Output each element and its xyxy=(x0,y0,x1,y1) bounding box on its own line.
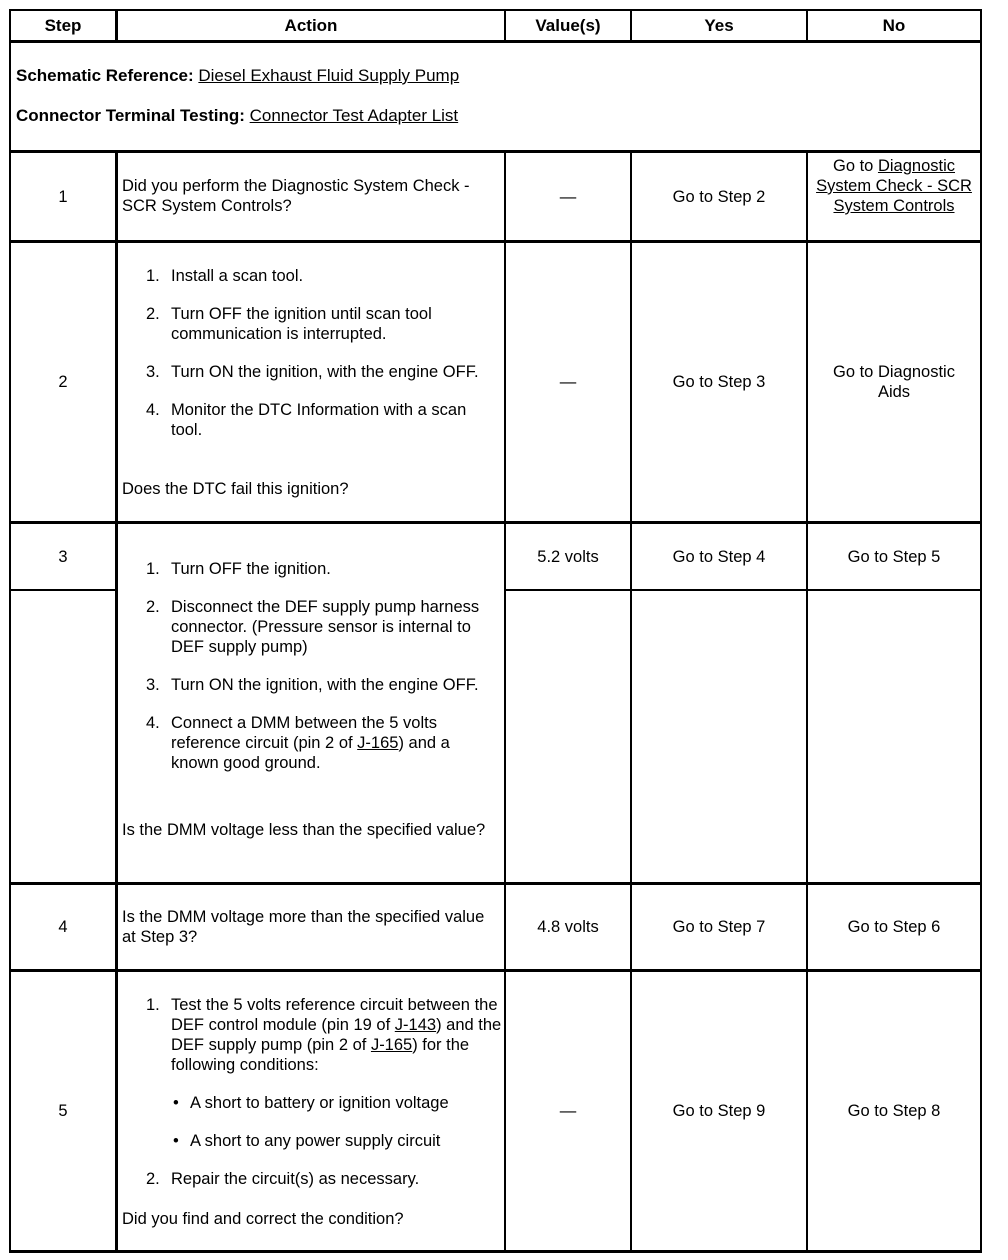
action-question: Is the DMM voltage more than the specified value at Step 3? xyxy=(122,908,485,946)
bullet-item: • A short to battery or ignition voltage xyxy=(173,1094,449,1112)
action-steps xyxy=(118,266,500,458)
value-cell: — xyxy=(559,1102,577,1120)
list-item: 3. Turn ON the ignition, with the engine OFF. xyxy=(146,676,479,694)
step-number: 3 xyxy=(58,547,68,566)
table-border-top xyxy=(9,9,982,11)
list-item: 2. Repair the circuit(s) as necessary. xyxy=(146,1170,420,1188)
table-border-right xyxy=(980,9,982,1253)
refs-bottom-line xyxy=(9,150,982,153)
header-yes: Yes xyxy=(704,16,734,35)
step-number: 5 xyxy=(58,1102,68,1120)
header-action: Action xyxy=(284,16,338,35)
bullet-dot-icon: • xyxy=(173,1132,179,1150)
row3-inner-line-right xyxy=(505,589,982,591)
list-item: 4. Connect a DMM between the 5 volts reference circuit (pin 2 of J-165) and a known good ground. xyxy=(146,714,450,772)
list-item: 1. Install a scan tool. xyxy=(146,267,304,285)
header-step: Step xyxy=(44,16,82,35)
list-item: 4. Monitor the DTC Information with a scan tool. xyxy=(146,401,467,439)
j-165-link[interactable]: J-165 xyxy=(357,734,399,752)
list-item: 2. Turn OFF the ignition until scan tool communication is interrupted. xyxy=(146,305,432,343)
diagnostic-aids-link[interactable]: Go to Diagnostic Aids xyxy=(833,363,955,401)
action-question: Did you perform the Diagnostic System Check - SCR System Controls? xyxy=(122,177,470,215)
step-number: 4 xyxy=(58,918,68,936)
list-item: 2. Disconnect the DEF supply pump harness connector. (Pressure sensor is internal to DEF supply pump) xyxy=(146,598,480,656)
schematic-reference xyxy=(16,64,459,88)
action-question: Did you find and correct the condition? xyxy=(122,1210,404,1228)
no-cell[interactable]: Go to Step 8 xyxy=(847,1102,941,1120)
value-cell: 4.8 volts xyxy=(537,918,599,936)
schematic-reference-link[interactable]: Diesel Exhaust Fluid Supply Pump xyxy=(198,66,460,85)
step-number: 1 xyxy=(58,187,68,206)
value-cell: 5.2 volts xyxy=(537,547,599,566)
j-143-link[interactable]: J-143 xyxy=(394,1016,437,1034)
schematic-reference-label: Schematic Reference: xyxy=(16,66,194,85)
action-steps xyxy=(118,995,502,1207)
yes-cell[interactable]: Go to Step 7 xyxy=(672,918,766,936)
connector-testing-label: Connector Terminal Testing: xyxy=(16,106,245,125)
header-no: No xyxy=(882,16,906,35)
action-question: Does the DTC fail this ignition? xyxy=(122,480,349,498)
no-cell[interactable]: Go to Step 5 xyxy=(847,547,941,566)
no-cell xyxy=(812,156,976,216)
j-165-link[interactable]: J-165 xyxy=(370,1036,413,1054)
yes-cell[interactable]: Go to Step 9 xyxy=(672,1102,766,1120)
value-cell: — xyxy=(559,187,577,206)
yes-cell[interactable]: Go to Step 4 xyxy=(672,547,766,566)
bullet-dot-icon: • xyxy=(173,1094,179,1112)
no-cell-prefix: Go to xyxy=(833,157,878,175)
bullet-item: • A short to any power supply circuit xyxy=(173,1132,441,1150)
connector-terminal-testing xyxy=(16,104,458,128)
yes-cell[interactable]: Go to Step 3 xyxy=(672,373,766,391)
no-cell[interactable]: Go to Step 6 xyxy=(847,918,941,936)
action-question: Is the DMM voltage less than the specified value? xyxy=(122,821,486,839)
list-item: 1. Test the 5 volts reference circuit between the DEF control module (pin 19 of J-143) and the DEF supply pump (pin 2 of J-165) for the following conditions: xyxy=(146,996,502,1074)
action-steps xyxy=(118,559,500,791)
table-border-bottom xyxy=(9,1250,982,1253)
no-cell xyxy=(832,243,956,521)
step-number: 2 xyxy=(58,373,68,391)
connector-testing-link[interactable]: Connector Test Adapter List xyxy=(249,106,459,125)
list-item: 1. Turn OFF the ignition. xyxy=(146,560,331,578)
header-bottom-line xyxy=(9,40,982,43)
list-item: 3. Turn ON the ignition, with the engine OFF. xyxy=(146,363,479,381)
value-cell: — xyxy=(559,373,577,391)
yes-cell[interactable]: Go to Step 2 xyxy=(672,187,766,206)
header-values: Value(s) xyxy=(535,16,601,35)
row3-inner-line-left xyxy=(9,589,116,591)
diagnostic-system-check-link[interactable]: Diagnostic System Check - SCR System Controls xyxy=(816,157,972,215)
